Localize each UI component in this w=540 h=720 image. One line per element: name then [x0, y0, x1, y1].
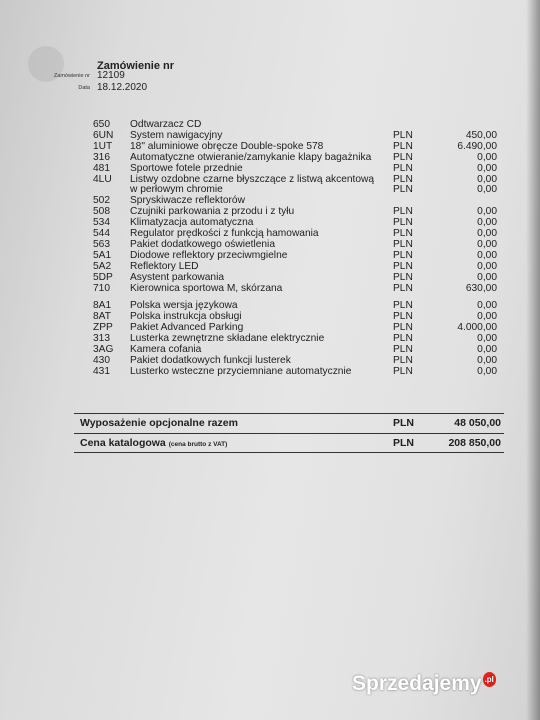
item-description: Automatyczne otwieranie/zamykanie klapy bagażnika — [130, 151, 372, 163]
item-currency: PLN — [393, 300, 413, 312]
item-currency: PLN — [393, 206, 413, 218]
item-amount: 630,00 — [465, 282, 497, 294]
item-currency: PLN — [393, 282, 413, 294]
item-amount: 0,00 — [477, 300, 497, 312]
item-code: 710 — [93, 282, 110, 294]
item-amount: 6.490,00 — [457, 140, 497, 152]
item-currency: PLN — [393, 151, 413, 163]
item-description: w perłowym chromie — [130, 184, 223, 196]
item-description: Kamera cofania — [130, 344, 202, 355]
item-amount: 450,00 — [465, 129, 497, 141]
item-amount: 0,00 — [477, 228, 497, 239]
item-amount: 0,00 — [477, 311, 497, 323]
order-number-value: 12109 — [97, 70, 125, 81]
item-description: Polska wersja językowa — [130, 300, 238, 312]
item-code: 316 — [93, 151, 110, 163]
page-edge-shadow — [526, 0, 540, 720]
item-amount: 0,00 — [477, 271, 497, 283]
catalog-price-amount: 208 850,00 — [448, 437, 501, 449]
item-currency: PLN — [393, 344, 413, 355]
item-code: 3AG — [93, 344, 114, 355]
optional-equipment-total-label: Wyposażenie opcjonalne razem — [80, 417, 238, 429]
item-currency: PLN — [393, 333, 413, 345]
item-code: 5DP — [93, 271, 113, 283]
item-currency: PLN — [393, 249, 413, 261]
divider — [74, 433, 504, 434]
item-amount: 0,00 — [477, 217, 497, 229]
item-amount: 0,00 — [477, 206, 497, 218]
item-description: Odtwarzacz CD — [130, 119, 202, 130]
item-code: 6UN — [93, 129, 114, 141]
item-description: System nawigacyjny — [130, 129, 223, 141]
item-description: Kierownica sportowa M, skórzana — [130, 282, 283, 294]
divider — [74, 413, 504, 414]
item-code: 534 — [93, 217, 110, 229]
divider — [74, 452, 504, 453]
item-description: Regulator prędkości z funkcją hamowania — [130, 228, 319, 239]
item-description: Pakiet dodatkowych funkcji lusterek — [130, 354, 291, 366]
item-code: 1UT — [93, 140, 113, 152]
item-currency: PLN — [393, 365, 413, 377]
item-description: Listwy ozdobne czarne błyszczące z listwą akcentową — [130, 173, 375, 185]
item-description: Klimatyzacja automatyczna — [130, 217, 254, 229]
item-currency: PLN — [393, 322, 413, 334]
item-code: 8A1 — [93, 300, 112, 312]
item-code: 508 — [93, 206, 110, 218]
item-code: 563 — [93, 238, 110, 250]
item-currency: PLN — [393, 140, 413, 152]
item-description: Czujniki parkowania z przodu i z tyłu — [130, 206, 295, 218]
item-amount: 0,00 — [477, 344, 497, 355]
item-currency: PLN — [393, 184, 413, 196]
item-code: 430 — [93, 354, 110, 366]
optional-equipment-total-currency: PLN — [393, 417, 414, 429]
item-code: 313 — [93, 333, 110, 345]
order-date-value: 18.12.2020 — [97, 82, 148, 93]
item-code: 502 — [93, 195, 110, 207]
item-code: 481 — [93, 162, 110, 174]
item-amount: 0,00 — [477, 173, 497, 185]
item-code: 544 — [93, 228, 110, 239]
item-amount: 0,00 — [477, 162, 497, 174]
catalog-price-note: (cena brutto z VAT) — [168, 441, 228, 448]
item-code: ZPP — [93, 322, 113, 334]
order-date-label: Data — [78, 85, 90, 91]
item-amount: 0,00 — [477, 354, 497, 366]
item-currency: PLN — [393, 173, 413, 185]
item-amount: 0,00 — [477, 249, 497, 261]
item-code: 431 — [93, 365, 110, 377]
item-code: 650 — [93, 119, 110, 130]
item-description: 18" aluminiowe obręcze Double-spoke 578 — [130, 140, 324, 152]
item-description: Spryskiwacze reflektorów — [130, 195, 245, 207]
item-currency: PLN — [393, 311, 413, 323]
item-description: Reflektory LED — [130, 260, 199, 272]
item-currency: PLN — [393, 271, 413, 283]
item-description: Polska instrukcja obsługi — [130, 311, 242, 323]
item-amount: 0,00 — [477, 333, 497, 345]
item-code: 4LU — [93, 173, 112, 185]
item-currency: PLN — [393, 354, 413, 366]
item-amount: 0,00 — [477, 184, 497, 196]
item-description: Lusterka zewnętrzne składane elektrycznie — [130, 333, 325, 345]
item-currency: PLN — [393, 217, 413, 229]
item-code: 5A2 — [93, 260, 112, 272]
watermark: Sprzedajemy .pl — [352, 672, 494, 695]
item-code: 8AT — [93, 311, 111, 323]
item-currency: PLN — [393, 129, 413, 141]
item-description: Sportowe fotele przednie — [130, 162, 243, 174]
item-currency: PLN — [393, 260, 413, 272]
item-amount: 0,00 — [477, 365, 497, 377]
item-currency: PLN — [393, 162, 413, 174]
catalog-price-currency: PLN — [393, 437, 414, 449]
watermark-badge: .pl — [483, 672, 496, 687]
optional-equipment-total-amount: 48 050,00 — [454, 417, 501, 429]
item-code: 5A1 — [93, 249, 112, 261]
item-currency: PLN — [393, 238, 413, 250]
document-title: Zamówienie nr — [97, 60, 175, 72]
item-description: Pakiet dodatkowego oświetlenia — [130, 238, 275, 250]
item-amount: 0,00 — [477, 238, 497, 250]
item-currency: PLN — [393, 228, 413, 239]
item-description: Diodowe reflektory przeciwmgielne — [130, 249, 288, 261]
order-number-label: Zamówienie nr — [53, 73, 90, 79]
item-amount: 4.000,00 — [457, 322, 497, 334]
item-description: Pakiet Advanced Parking — [130, 322, 244, 334]
catalog-price-label: Cena katalogowa (cena brutto z VAT) — [80, 437, 228, 449]
item-description: Lusterko wsteczne przyciemniane automatycznie — [130, 365, 352, 377]
item-description: Asystent parkowania — [130, 271, 225, 283]
item-amount: 0,00 — [477, 260, 497, 272]
item-amount: 0,00 — [477, 151, 497, 163]
